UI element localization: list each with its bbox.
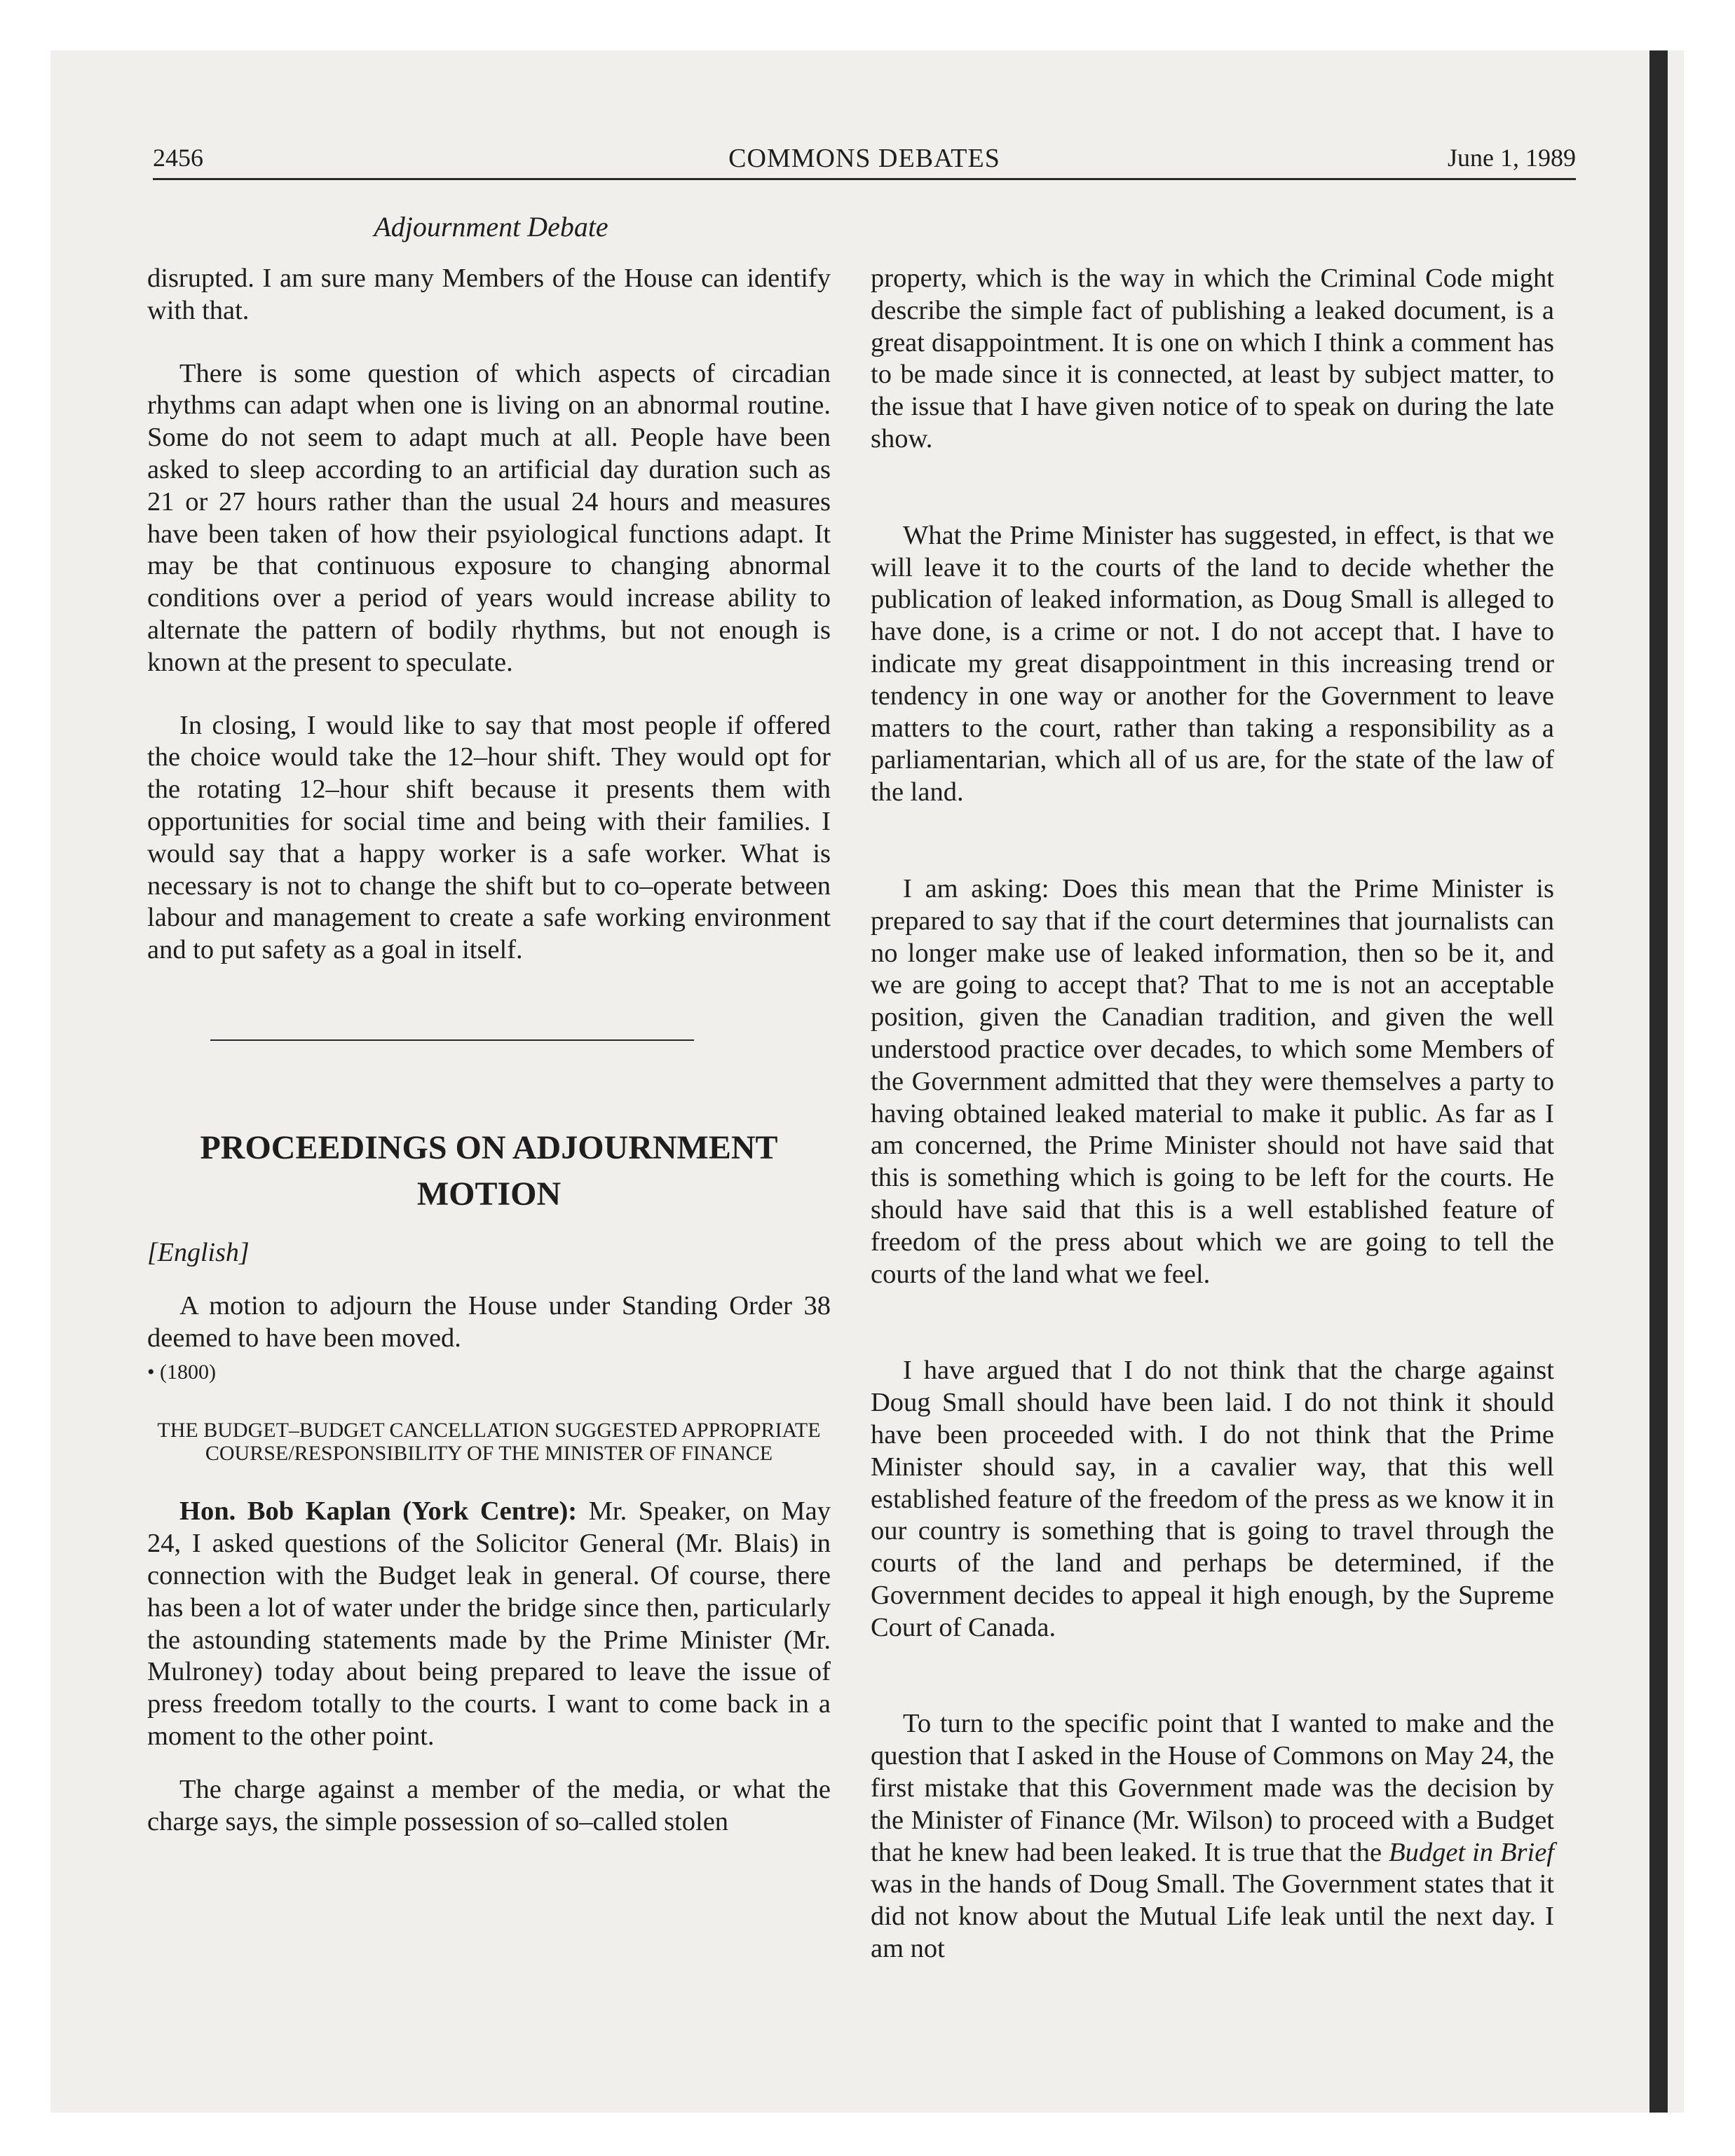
- running-header: [153, 133, 1576, 177]
- time-marker: • (1800): [147, 1360, 216, 1384]
- paragraph: The charge against a member of the media, or what the charge says, the simple possession of so–called stolen: [147, 1774, 831, 1836]
- section-divider: [210, 1039, 694, 1041]
- speaker-name: Hon. Bob Kaplan (York Centre):: [179, 1496, 578, 1527]
- paragraph: [871, 1708, 1554, 1965]
- paragraph: I have argued that I do not think that the charge against Doug Small should have been laid. I do not think it should have been proceeded with. I do not think that the Prime Minister should say, in a cavalier way, that this well established feature of the freedom of the press as we know it in our country is something that is going to travel through the courts of the land and perhaps be determined, if the Government decides to appeal it high enough, by the Supreme Court of Canada.: [871, 1356, 1554, 1642]
- speech-paragraph: [147, 1496, 831, 1752]
- paragraph: In closing, I would like to say that most people if offered the choice would take the 12–hour shift. They would opt for the rotating 12–hour shift because it presents them with opportunities for social time and being with their families. I would say that a happy worker is a safe worker. What is necessary is not to change the shift but to co–operate between labour and management to create a safe working environment and to put safety as a goal in itself.: [147, 710, 831, 965]
- motion-paragraph: A motion to adjourn the House under Standing Order 38 deemed to have been moved.: [147, 1290, 831, 1353]
- proceedings-heading: PROCEEDINGS ON ADJOURNMENT MOTION: [200, 1128, 778, 1213]
- scan-edge-shadow: [1649, 50, 1668, 2113]
- publication-date: June 1, 1989: [1448, 144, 1576, 172]
- paragraph: property, which is the way in which the Criminal Code might describe the simple fact of publishing a leaked document, is a great disappointment. It is one on which I think a comment has to be made since it is connected, at least by subject matter, to the issue that I have given notice of to speak on during the late show.: [871, 264, 1554, 453]
- section-heading: Adjournment Debate: [374, 211, 608, 243]
- right-column: [871, 263, 1554, 1965]
- left-column: [147, 263, 831, 1838]
- language-tag: [English]: [147, 1237, 250, 1267]
- paragraph: disrupted. I am sure many Members of the House can identify with that.: [147, 264, 831, 325]
- paragraph-text: To turn to the specific point that I wanted to make and the question that I asked in the House of Commons on May 24, the first mistake that this Government made was the decision by the Minister of Finance (Mr. Wilson) to proceed with a Budget that he knew had been leaked. It is true that the: [871, 1709, 1554, 1867]
- publication-title-italic: Budget in Brief: [1389, 1837, 1554, 1867]
- page-number: 2456: [153, 144, 203, 172]
- paragraph-text: was in the hands of Doug Small. The Government states that it did not know about the Mutual Life leak until the next day. I am not: [871, 1869, 1554, 1964]
- paragraph: There is some question of which aspects of circadian rhythms can adapt when one is living on an abnormal routine. Some do not seem to adapt much at all. People have been asked to sleep according to an artificial day duration such as 21 or 27 hours rather than the usual 24 hours and measures have been taken of how their psyiological functions adapt. It may be that continuous exposure to changing abnormal conditions over a period of years would increase ability to alternate the pattern of bodily rhythms, but not enough is known at the present to speculate.: [147, 358, 831, 677]
- header-rule: [153, 178, 1576, 180]
- publication-title: COMMONS DEBATES: [728, 144, 1000, 173]
- paragraph: I am asking: Does this mean that the Prime Minister is prepared to say that if the court determines that journalists can no longer make use of leaked information, then so be it, and we are going to accept that? That to me is not an acceptable position, given the Canadian tradition, and given the well understood practice over decades, to which some Members of the Government admitted that they were themselves a party to having obtained leaked material to make it public. As far as I am concerned, the Prime Minister should not have said that this is something which is going to be left for the courts. He should have said that this is a well established feature of freedom of the press about which we are going to tell the courts of the land what we feel.: [871, 873, 1554, 1289]
- paragraph: What the Prime Minister has suggested, in effect, is that we will leave it to the courts of the land to decide whether the publication of leaked information, as Doug Small is alleged to have done, is a crime or not. I do not accept that. I have to indicate my great disappointment in this increasing trend or tendency in one way or another for the Government to leave matters to the court, rather than taking a responsibility as a parliamentarian, which all of us are, for the state of the law of the land.: [871, 520, 1554, 807]
- topic-heading: THE BUDGET–BUDGET CANCELLATION SUGGESTED APPROPRIATE COURSE/RESPONSIBILITY OF THE MINISTER OF FINANCE: [157, 1419, 821, 1466]
- speech-text: Mr. Speaker, on May 24, I asked questions of the Solicitor General (Mr. Blais) in connection with the Budget leak in general. Of course, there has been a lot of water under the bridge since then, particularly the astounding statements made by the Prime Minister (Mr. Mulroney) today about being prepared to leave the issue of press freedom totally to the courts. I want to come back in a moment to the other point.: [147, 1496, 831, 1751]
